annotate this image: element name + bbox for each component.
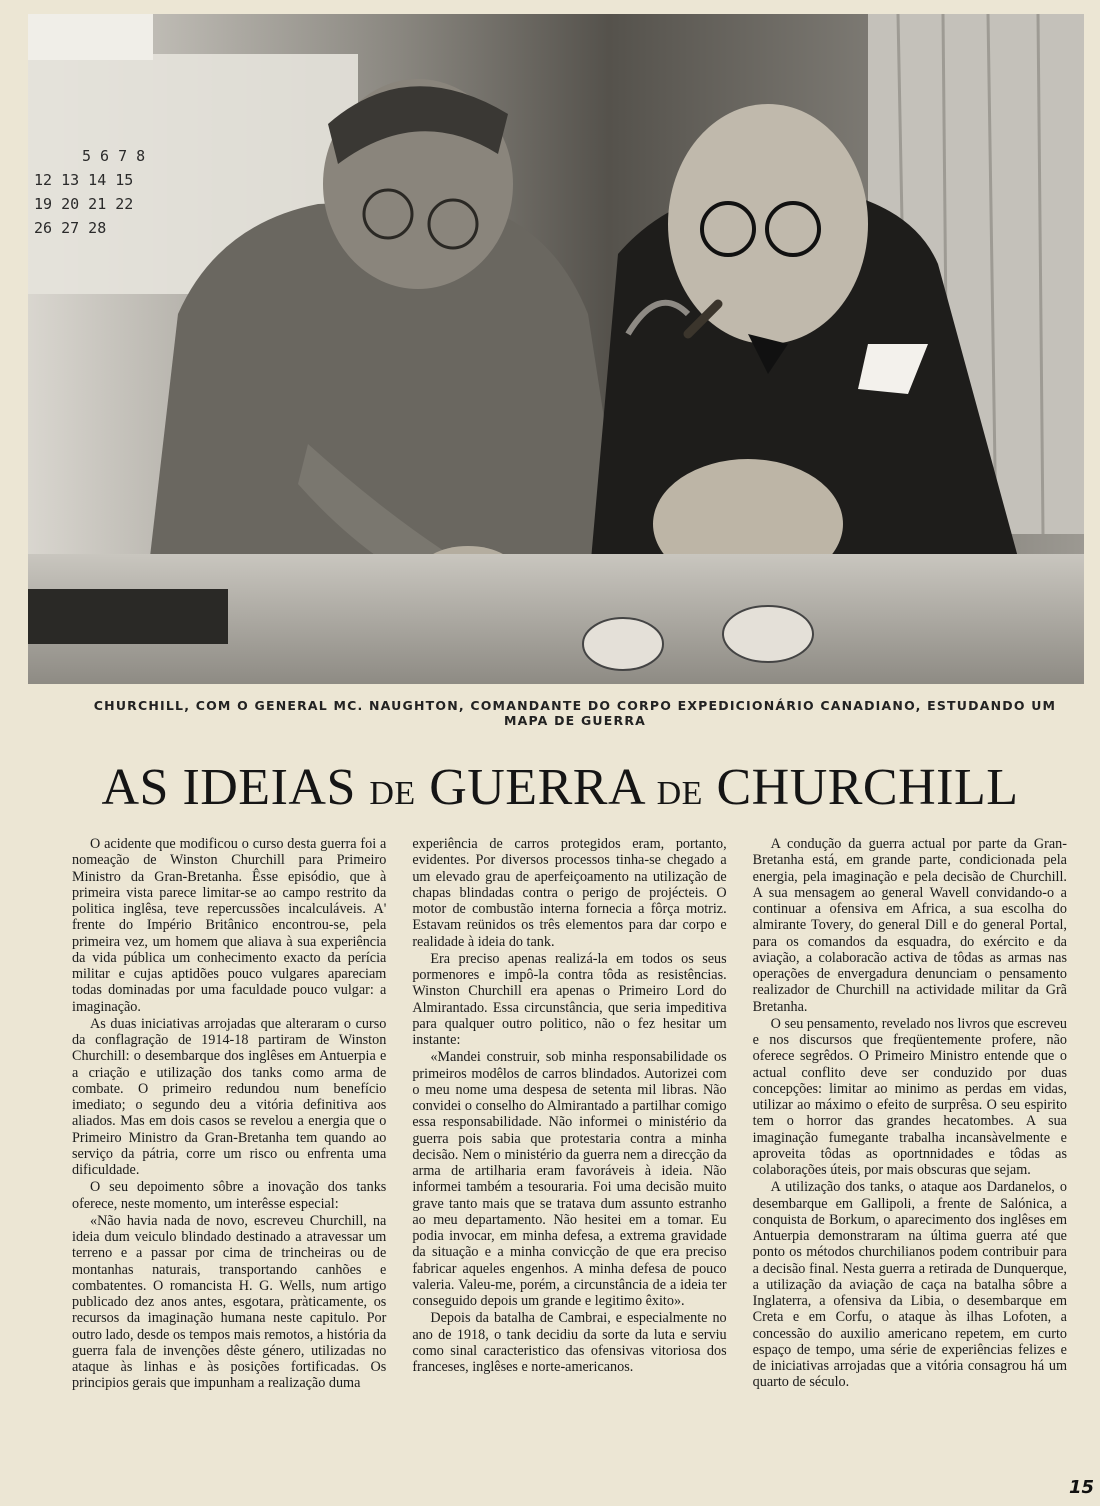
article-column-3: [753, 836, 1067, 1446]
photo-caption: CHURCHILL, COM O GENERAL MC. NAUGHTON, COMANDANTE DO CORPO EXPEDICIONÁRIO CANADIANO, ESTUDANDO UM MAPA DE GUERRA: [93, 698, 1057, 728]
headline-part: DE: [369, 775, 416, 812]
paragraph: O seu depoimento sôbre a inovação dos tanks oferece, neste momento, um interêsse especial:: [72, 1179, 387, 1212]
calendar-row: 5 6 7 8: [82, 147, 146, 165]
paragraph: As duas iniciativas arrojadas que alteraram o curso da conflagração de 1914-18 partiram de Winston Churchill: o desembarque dos inglêses em Antuerpia e a criação e utilização dos tanks como arma de combate. O primeiro redundou num benefício imediato; o segundo deu a vitória definitiva aos aliados. Mas em dois casos se revelou a energia que o Primeiro Ministro da Gran-Bretanha tem quando ao serviço da pátria, corre um risco ou enfrenta uma dificuldade.: [72, 1015, 387, 1178]
article-column-2: [412, 836, 726, 1446]
headline-part: AS IDEIAS: [101, 759, 356, 816]
paragraph: Era preciso apenas realizá-la em todos os seus pormenores e impô-la contra tôda as resistências. Winston Churchill era apenas o Primeiro Lord do Almirantado. Essa circunstância, que seria impeditiva para qualquer outro politico, não o fez hesitar um instante:: [412, 950, 727, 1048]
paragraph: A condução da guerra actual por parte da Gran-Bretanha está, em grande parte, condicionada pela energia, pela imaginação e pela decisão de Churchill. A sua mensagem ao general Wavell convidando-o a continuar a ofensiva em Africa, a sua escolha do almirante Tovery, do general Dill e do general Portal, para os comandos da esquadra, do exército e da aviação, a colaboracão activa de tôdas as armas nas operações de envergadura denunciam o pensamento realizador de Churchill na actividade militar da Grã Bretanha.: [752, 836, 1067, 1015]
headline-part: GUERRA: [429, 759, 644, 816]
paragraph: Depois da batalha de Cambrai, e especialmente no ano de 1918, o tank decidiu da sorte da luta e serviu como sinal caracteristico das ofensivas vitoriosa dos franceses, inglêses e norte-americanos.: [412, 1310, 727, 1375]
article-body: [72, 836, 1067, 1446]
paragraph: A utilização dos tanks, o ataque aos Dardanelos, o desembarque em Gallipoli, a frente de Salónica, a conquista de Borkum, o aparecimento dos inglêses em Antuerpia demonstraram na última guerra até que ponto os métodos churchilianos podem contribuir para a decisão final. Nesta guerra a retirada de Dunquerque, a utilização da aviação de caça na batalha sôbre a Inglaterra, a ofensiva da Libia, o desembarque em Creta e em Corfu, o ataque às ilhas Lofoten, a concessão do auxilio americano repetem, em curto espaço de tempo, uma série de experiências felizes e de iniciativas arrojadas que a vitória consagrou há um quarto de século.: [752, 1179, 1067, 1391]
paragraph: experiência de carros protegidos eram, portanto, evidentes. Por diversos processos tinha-se chegado a um elevado grau de aperfeiçoamento na utilização de chapas blindadas contra o perigo de projécteis. O motor de combustão interna fornecia a fôrça motriz. Estavam reünidos os três elementos para dar corpo e realidade à ideia do tank.: [412, 836, 727, 950]
photo-illustration: [28, 14, 1084, 684]
page-number: 15: [1068, 1477, 1094, 1498]
headline-part: CHURCHILL: [716, 759, 1019, 816]
headline-part: DE: [656, 775, 703, 812]
calendar-row: 19 20 21 22: [34, 195, 134, 213]
photograph-churchill-and-general: [28, 14, 1084, 684]
paragraph: O seu pensamento, revelado nos livros que escreveu e nos discursos que freqüentemente profere, não oferece segrêdos. O Primeiro Ministro entende que o actual conflito deve ser conduzido por duas concepções: limitar ao minimo as perdas em vidas, utilizar ao máximo o efeito de surprêsa. O seu espirito tem o horror das grandes hecatombes. A sua imaginação fumegante trabalha incansàvelmente e aproveita tôdas as oportnnidades e tôdas as colaborações úteis, por mais obscuras que sejam.: [752, 1015, 1067, 1178]
calendar-row: 12 13 14 15: [34, 171, 134, 189]
wall-calendar: [34, 144, 164, 240]
paragraph: «Mandei construir, sob minha responsabilidade os primeiros modêlos de carros blindados. Autorizei com o meu nome uma despesa de setenta mil libras. Não convidei o conselho do Almirantado a partilhar comigo essa responsabilidade. Não informei o ministério da guerra pois sabia que protestaria contra a minha decisão. Nem o ministério da guerra nem a direcção da arma de artilharia eram favoráveis à ideia. Não informei também a tesouraria. Foi uma decisão muito grave tanto mais que se tratava dum assunto estranho ao meu departamento. Não hesitei em a tomar. Eu podia invocar, em minha defesa, a extrema gravidade da situação e a minha convicção de que era preciso fabricar aqueles engenhos. A minha defesa de pouco valeria. Valeu-me, porém, a circunstância de a ideia ter conseguido depois um grande e legitimo êxito».: [412, 1049, 727, 1309]
paragraph: O acidente que modificou o curso desta guerra foi a nomeação de Winston Churchill para Primeiro Ministro da Gran-Bretanha. Êsse episódio, que à primeira vista parece limitar-se ao campo restrito da politica inglêsa, teve repercussões incalculáveis. A' frente do Império Britânico encontrou-se, pela primeira vez, um homem que aliava à sua experiência da vida pública um conhecimento exacto da perícia militar e cujas aptidões pouco vulgares apareciam todas dominadas por uma faculdade pouco vulgar: a imaginação.: [72, 836, 387, 1015]
paragraph: «Não havia nada de novo, escreveu Churchill, na ideia dum veiculo blindado destinado a atravessar um terreno e a passar por cima de trincheiras ou de montanhas naturais, transportando canhões e combatentes. O romancista H. G. Wells, num artigo publicado dez anos antes, esgotara, pràticamente, os recursos da imaginação humana neste capitulo. Por outro lado, desde os tempos mais remotos, a história da guerra fala de invenções dêste género, utilizadas no ataque às linhas e às posições fortificadas. Os principios gerais que impunham a realização duma: [72, 1212, 387, 1392]
article-headline: [40, 752, 1080, 830]
article-column-1: [72, 836, 386, 1446]
calendar-row: 26 27 28: [34, 219, 107, 237]
